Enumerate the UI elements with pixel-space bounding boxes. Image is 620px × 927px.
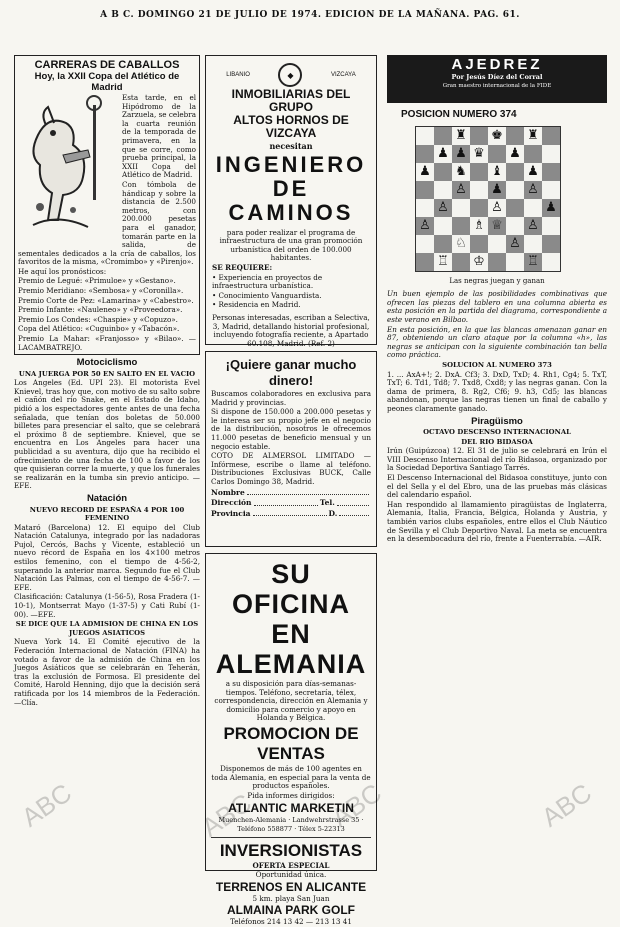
page-header: A B C. DOMINGO 21 DE JULIO DE 1974. EDICION DE LA MAÑANA. PAG. 61. [100, 10, 520, 20]
chess-piece-icon: ♙ [455, 181, 467, 197]
ad1-line2: ALTOS HORNOS DE VIZCAYA [233, 113, 349, 140]
abc-watermark: ABC [535, 777, 597, 833]
chess-square [542, 253, 560, 271]
horse-racing-subtitle: Hoy, la XXII Copa del Atlético de [34, 71, 180, 82]
piragu-subtitle-2: DEL RIO BIDASOA [461, 437, 533, 446]
ad3-body2: Disponemos de más de 100 agentes en toda Alemania, en especial para la venta de productos españoles. [211, 763, 371, 791]
chess-square [488, 235, 506, 253]
chess-square [506, 253, 524, 271]
chess-square [416, 235, 434, 253]
form-tel-label: Tel. [319, 498, 335, 508]
chess-square [470, 145, 488, 163]
ad1-req-item: • Residencia en Madrid. [212, 300, 301, 310]
chess-title: AJEDREZ [451, 56, 543, 73]
ad4-company: ALMAINA PARK GOLF [227, 903, 355, 918]
moto-subtitle: UNA JUERGA POR 50 EN SALTO EN EL VACIO [18, 369, 196, 378]
ad1-needs: necesitan [269, 141, 313, 151]
horse-illustration [18, 95, 118, 245]
chess-piece-icon: ♖ [527, 253, 539, 269]
ad4-big: INVERSIONISTAS [219, 840, 363, 860]
ad3-mid: PROMOCION DE VENTAS [223, 723, 359, 763]
chess-square [524, 235, 542, 253]
ad3-body: a su disposición para días-semanas-tiempos. Teléfono, secretaría, télex, correspondencia, dirección en Alemania y domicilio para comercio y apoyo en Holanda y Bélgica. [214, 679, 368, 723]
chess-piece-icon: ♙ [527, 217, 539, 233]
abc-watermark: ABC [195, 787, 257, 843]
ad2-contact: COTO DE ALMERSOL LIMITADO — Infórmese, escribe o llame al teléfono. Distribuciones Exclusivas BUCK, Calle Carlos Domingo 38, Madrid. [211, 451, 371, 486]
logo-circle-icon: ◆ [278, 63, 302, 87]
board-caption: Las negras juegan y ganan [449, 276, 545, 285]
solution-title: SOLUCION AL NUMERO 373 [442, 360, 552, 369]
chess-piece-icon: ♟ [419, 163, 431, 179]
chess-piece-icon: ♝ [491, 163, 503, 179]
chess-square [506, 181, 524, 199]
logo-right-text: VIZCAYA [330, 71, 356, 78]
ad1-big2: DE CAMINOS [228, 175, 354, 225]
chess-board [415, 126, 561, 272]
swim-subtitle: NUEVO RECORD DE ESPAÑA 4 POR 100 FEMENINO [29, 505, 185, 523]
chess-square [506, 163, 524, 181]
chess-header [387, 55, 607, 103]
chess-square [452, 199, 470, 217]
chess-square [524, 253, 542, 271]
chess-square [434, 181, 452, 199]
chess-square [434, 127, 452, 145]
chess-square [470, 235, 488, 253]
chess-piece-icon: ♜ [455, 127, 467, 143]
chess-piece-icon: ♚ [491, 127, 503, 143]
form-prov-line [211, 510, 371, 519]
chess-square [542, 235, 560, 253]
chess-square [524, 181, 542, 199]
piragu-body: Irún (Guipúzcoa) 12. El 31 de julio se celebrará en Irún el VIII Descenso Internacional del río Bidasoa, organizado por la Sociedad Deportiva Santiago Tarrés. [387, 446, 607, 473]
ad3-divider [211, 837, 371, 838]
ad-logos [212, 62, 370, 88]
ad3-company: ATLANTIC MARKETIN [228, 801, 354, 816]
chess-piece-icon: ♕ [491, 217, 503, 233]
ad2-title: ¡Quiere ganar mucho dinero! [225, 357, 357, 388]
chess-square [488, 163, 506, 181]
chess-square [488, 217, 506, 235]
chess-square [470, 127, 488, 145]
ad-ganar-dinero [205, 351, 377, 547]
chess-square [488, 127, 506, 145]
chess-piece-icon: ♟ [527, 163, 539, 179]
chess-square [434, 253, 452, 271]
chess-square [416, 163, 434, 181]
chess-square [506, 235, 524, 253]
ad4-line: Oportunidad única. [255, 870, 327, 880]
swim-title: Natación [86, 492, 128, 504]
chess-square [488, 199, 506, 217]
chess-square [452, 253, 470, 271]
chess-square [434, 235, 452, 253]
chess-square [452, 235, 470, 253]
chess-piece-icon: ♙ [527, 181, 539, 197]
chess-square [416, 181, 434, 199]
chess-square [452, 163, 470, 181]
horse-pron-item: Premio Los Condes: «Chaspie» y «Copuzo». [18, 314, 178, 324]
column-right [387, 55, 607, 545]
form-name-label: Nombre [211, 487, 245, 497]
swim-body: Mataró (Barcelona) 12. El equipo del Club Natación Catalunya, integrado por las nadadoras Pujol, Cercós, Bachs y Vicente, estableció un nuevo récord de España en los 4×100 metros estilos femenino, con el tiempo de 4-56-2, superando la anterior marca. Segundo fue el Club Natación Las Palmas, con el tiempo de 4-56-7. —EFE. [14, 522, 200, 592]
chess-square [470, 253, 488, 271]
chess-square [506, 145, 524, 163]
ad4-sub: OFERTA ESPECIAL [252, 860, 330, 870]
chess-piece-icon: ♙ [491, 199, 503, 215]
swim-subtitle-2: SE DICE QUE LA ADMISION DE CHINA EN LOS JUEGOS ASIATICOS [15, 620, 199, 637]
ad1-big1: INGENIERO [215, 151, 367, 177]
chess-square [470, 199, 488, 217]
chess-intro: Un buen ejemplo de las posibilidades combinativas que ofrecen las piezas del tablero en una columna abierta es esta posición en la partida del diagrama, correspondiente a este verano en Bilbao. [387, 289, 607, 324]
chess-piece-icon: ♟ [509, 145, 521, 161]
chess-piece-icon: ♗ [473, 217, 485, 233]
solution-body: 1. ... AxA+!; 2. DxA. Cf3; 3. DxD, TxD; 4. Rh1, Cg4; 5. TxT, TxT; 6. Td1, Td8; 7. Txd8, Cxd8; y las negras ganan. Con la dama de primera, 8. Rg2, Cf6; 9. h3, Cd5; las blancas abandonan, porque las negras tienen un final de caballo y peones claramente ganado. [387, 369, 607, 413]
chess-body: En esta posición, en la que las blancas amenazan ganar en 87, obteniendo un claro ataque por la columna «h», las negras se anticipan con la siguiente combinación tan bella como práctica. [387, 324, 607, 360]
horse-racing-box [14, 55, 200, 355]
chess-square [542, 127, 560, 145]
chess-square [416, 199, 434, 217]
chess-piece-icon: ♟ [545, 199, 557, 215]
abc-watermark: ABC [325, 777, 387, 833]
form-addr-field [254, 499, 318, 506]
ad2-body: Si dispone de 150.000 a 200.000 pesetas y le interesa ser su propio jefe en el negocio de la distribución, nosotros le ofrecemos 11.000 pesetas de beneficio mensual y un negocio estable. [211, 407, 371, 451]
chess-piece-icon: ♙ [419, 217, 431, 233]
chess-square [542, 163, 560, 181]
ad-ingeniero [205, 55, 377, 348]
chess-square [434, 199, 452, 217]
chess-square [524, 163, 542, 181]
ad3-big2: EN ALEMANIA [215, 619, 367, 679]
ad3-big1: SU OFICINA [232, 559, 350, 619]
chess-piece-icon: ♜ [527, 127, 539, 143]
chess-square [488, 181, 506, 199]
chess-piece-icon: ♘ [455, 235, 467, 251]
ad2-intro: Buscamos colaboradores en exclusiva para Madrid y provincias. [211, 389, 371, 407]
horse-pron-item: Premio Meridiano: «Sembosa» y «Coronilla». [18, 286, 184, 296]
chess-square [506, 199, 524, 217]
chess-square [416, 127, 434, 145]
horse-pron-item: Premio Infante: «Nauleneo» y «Proveedora». [18, 305, 183, 315]
column-left [14, 55, 200, 708]
chess-square [524, 127, 542, 145]
chess-piece-icon: ♖ [437, 253, 449, 269]
ad1-req-title: SE REQUIERE: [212, 262, 273, 272]
chess-author-title: Gran maestro internacional de la FIDE [442, 83, 552, 90]
chess-piece-icon: ♟ [491, 181, 503, 197]
piragu-body-2: El Descenso Internacional del Bidasoa constituye, junto con el del Sella y el del Ebro, una de las pruebas más clásicas del calendario español. [387, 473, 607, 500]
chess-piece-icon: ♙ [509, 235, 521, 251]
chess-square [524, 217, 542, 235]
ad1-req-item: • Conocimiento Vanguardista. [212, 290, 322, 300]
chess-square [542, 199, 560, 217]
logo-left-text: LIBANIO [226, 71, 250, 78]
horse-pron-item: Premio de Legué: «Primuloe» y «Gestano». [18, 276, 176, 286]
ad4-tel: Teléfonos 214 13 42 — 213 13 41 [230, 917, 352, 927]
ad1-req-item: • Experiencia en proyectos de infraestructura urbanística. [212, 272, 323, 291]
chess-square [452, 181, 470, 199]
chess-square [524, 199, 542, 217]
chess-square [452, 127, 470, 145]
swim-body-3: Nueva York 14. El Comité ejecutivo de la Federación Internacional de Natación (FINA) ha votado a favor de la admisión de China en los Juegos Asiáticos que se celebrarán en Teherán, tras la exclusión de Formosa. El presidente del Comité, Harold Henning, dijo que la decisión será ratificada por los 14 miembros de la Federación. —Clía. [14, 637, 200, 707]
form-addr-line [211, 499, 371, 508]
horse-racing-intro: Esta tarde, en el Hipódromo de la Zarzuela, se celebra la cuarta reunión de la temporada de primavera, en la que se corre, como prueba principal, la XXII Copa del Atlético de Madrid. [122, 93, 196, 180]
chess-square [434, 163, 452, 181]
form-prov-label: Provincia [211, 508, 251, 518]
chess-piece-icon: ♔ [473, 253, 485, 269]
chess-author: Por Jesús Díez del Corral [451, 72, 543, 81]
horse-racing-title: CARRERAS DE CABALLOS [34, 59, 180, 71]
chess-square [416, 217, 434, 235]
horse-racing-body: Con tómbola de hándicap y sobre la distancia de 2.500 metros, con 200.000 pesetas para el ganador, tomarán parte en la salida, de sementales dedicados a la cría de caballos, los favoritos de la misma, «Cromimbo» y «Pirenjo». [18, 179, 196, 267]
abc-watermark: ABC [15, 777, 77, 833]
chess-square [470, 217, 488, 235]
horse-pron-item: Premio La Mahar: «Franjosso» y «Bilao». —LACAMBATREJO. [18, 334, 196, 352]
ad1-footer: Personas interesadas, escriban a Selectiva, 3, Madrid, detallando historial profesional, incluyendo fotografía reciente, a Apartado 60.108, Madrid. (Ref. 2) [212, 312, 370, 348]
chess-piece-icon: ♞ [455, 163, 467, 179]
piragu-subtitle: OCTAVO DESCENSO INTERNACIONAL [423, 428, 571, 437]
chess-square [488, 253, 506, 271]
moto-title: Motociclismo [76, 357, 138, 368]
chess-piece-icon: ♟ [437, 145, 449, 161]
chess-square [542, 181, 560, 199]
chess-square [488, 145, 506, 163]
form-addr-label: Dirección [211, 498, 252, 508]
chess-piece-icon: ♙ [437, 199, 449, 215]
chess-square [470, 181, 488, 199]
horse-pron-item: Premio Corte de Pez: «Lamarina» y «Cabestro». [18, 295, 194, 305]
form-prov-field [253, 510, 327, 517]
form-tel-field [337, 499, 369, 506]
ad3-addr: Muenchen-Alemania · Landwehrstrasse 35 · Teléfono 558877 · Télex 5-22313 [218, 816, 364, 833]
chess-square [542, 217, 560, 235]
moto-body: Los Angeles (Ed. UPI 23). El motorista Evel Knievel, tras hoy que, con motivo de su salto sobre el cañón del río Snake, en el Estado de Idaho, pidió a los espectadores gente antes de una fecha señalada, que tenían dos boletas de 50.000 billetes para presenciar el salto, que se celebrará el próximo 8 de septiembre. Knievel, que se encuentra en Los Angeles para hacer una publicidad a su aventura, dijo que ha recibido el ofrecimiento de una fecha de 100 a favor de los que quisieran correr la muerte, y que los funerales se realizarán en la tumba sin previo anticipo. —EFE. [14, 378, 200, 491]
swim-body-2: Clasificación: Catalunya (1-56-5), Rosa Fradera (1-10-1), Montserrat Mayo (1-37-5) y Cati Rubí (1-00). —EFE. [14, 592, 200, 619]
column-middle [205, 55, 377, 927]
form-dist-field [339, 510, 369, 517]
piragu-body-3: Han respondido al llamamiento piragüistas de Inglaterra, Alemania, Italia, Francia, Bélgica, Holanda y Austria, y también varios clubs españoles, entre ellos el Club Náutico de Sevilla y el Club Deportivo Naval. La meta se encuentra en la desembocadura del río, frente a Fuenterrabía. —AIR. [387, 499, 607, 544]
horse-pron-item: Copa del Atlético: «Cuguinbo» y «Tabacón». [18, 324, 180, 334]
chess-square [506, 217, 524, 235]
ad1-body: para poder realizar el programa de infraestructura de una gran promoción urbanística del orden de 100.000 habitantes. [219, 227, 363, 263]
chess-square [416, 253, 434, 271]
chess-square [542, 145, 560, 163]
chess-square [434, 145, 452, 163]
form-name-field [247, 489, 369, 496]
horse-racing-subtitle-2: Madrid [91, 82, 123, 93]
chess-square [452, 217, 470, 235]
ad1-line1: INMOBILIARIAS DEL GRUPO [231, 87, 351, 114]
ad4-mid: TERRENOS EN ALICANTE [215, 879, 367, 894]
chess-square [524, 145, 542, 163]
ad3-info: Pida informes dirigidos: [247, 790, 335, 800]
horse-racing-pron-title: He aquí los pronósticos: [18, 266, 107, 276]
chess-square [416, 145, 434, 163]
chess-square [470, 163, 488, 181]
position-title: POSICION NUMERO 374 [401, 109, 517, 120]
chess-square [434, 217, 452, 235]
chess-piece-icon: ♛ [473, 145, 485, 161]
form-dist-label: D. [328, 508, 338, 518]
form-name-line [211, 489, 371, 498]
chess-piece-icon: ♟ [455, 145, 467, 161]
ad4-km: 5 km. playa San Juan [252, 893, 330, 903]
chess-square [452, 145, 470, 163]
chess-square [506, 127, 524, 145]
piragu-title: Piragüismo [471, 415, 523, 427]
